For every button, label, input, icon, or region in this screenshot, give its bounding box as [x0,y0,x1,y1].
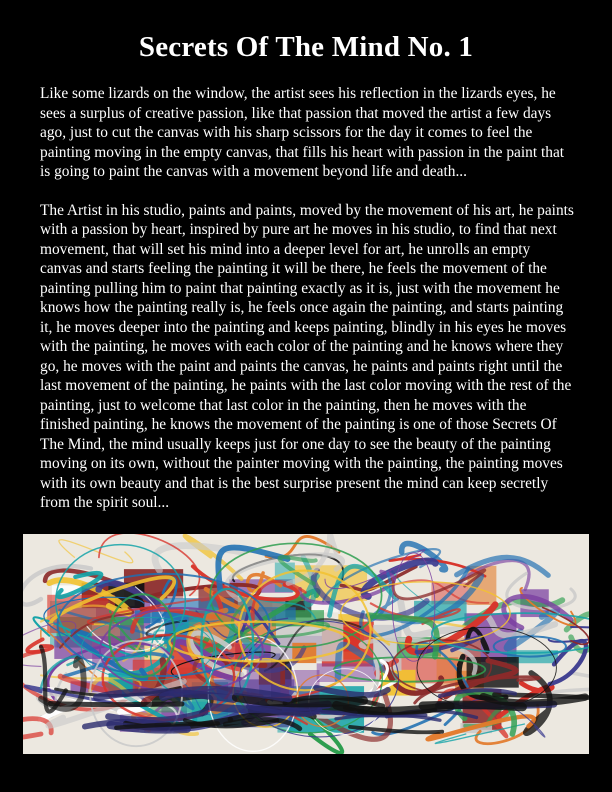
document-title: Secrets Of The Mind No. 1 [138,31,474,63]
brush-stroke [23,719,51,740]
brush-stroke [59,540,133,563]
paint-patch [259,653,280,694]
dark-brush-stroke [336,705,450,711]
painting-canvas [23,534,589,754]
paragraph-2: The Artist in his studio, paints and paints, moved by the movement of his art, he paints with a passion by heart, inspired by pure art he moves in his studio, to find that next movement, that will set his mind into a deeper level for art, he unrolls an empty canvas and starts feeling the painting it will be there, he feels the movement of the painting pulling him to paint that painting exactly as it is, just with the movement he knows how the painting really is, he feels once again the painting, and starts painting it, he moves deeper into the painting and keeps painting, blindly in his eyes he moves with the painting, he moves with each color of the painting and he knows where they go, he moves with the paint and paints the canvas, he paints and paints right until the last movement of the painting, he paints with the last color moving with the rest of the painting, just to welcome that last color in the painting, then he moves with the finished painting, he knows the movement of the painting is one of those Secrets Of The Mind, the mind usually keeps just for one day to see the beauty of the painting moving on its own, without the painter moving with the painting, the painting moves with its own beauty and that is the best surprise present the mind can keep secretly from the spirit soul... [40,201,574,511]
brush-stroke [185,536,242,579]
paragraph-1: Like some lizards on the window, the artist sees his reflection in the lizards eyes, he sees a surplus of creative passion, like that passion that moved the artist a few days ago, just to cut the canvas with his sharp scissors for the day it comes to feel the painting moving in the empty canvas, that fills his heart with passion in the paint that is going to paint the canvas with a movement beyond life and death... [40,85,565,180]
document-body [40,84,574,513]
dark-brush-stroke [50,704,182,705]
abstract-painting-image [23,534,589,754]
